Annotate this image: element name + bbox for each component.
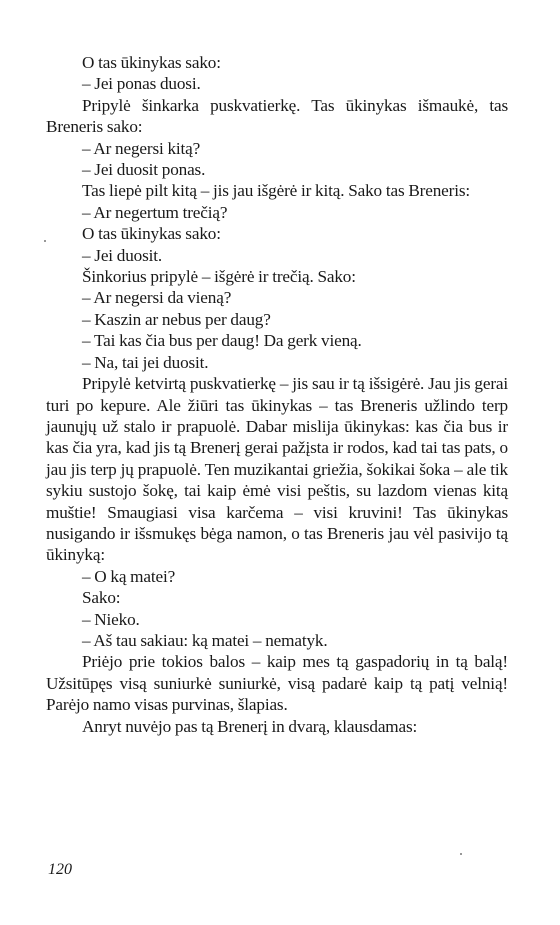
dialogue-line: – Kaszin ar nebus per daug? [82, 309, 271, 329]
dialogue-line: – Jei ponas duosi. [82, 74, 201, 94]
paragraph: Tas liepė pilt kitą – jis jau išgėrė ir kitą. Sako tas Breneris: [82, 181, 470, 201]
dialogue-line: – Jei duosit ponas. [82, 160, 206, 180]
dialogue-line: – O ką matei? [82, 566, 176, 586]
paragraph: O tas ūkinykas sako: [82, 53, 221, 72]
dialogue-line: – Ar negertum trečią? [82, 202, 228, 222]
paragraph: Sako: [82, 588, 121, 608]
paragraph: O tas ūkinykas sako: [82, 224, 221, 244]
dialogue-line: – Ar negersi da vieną? [82, 288, 232, 308]
paragraph: Pripylė šinkarka puskvatierkę. Tas ūkinykas išmaukė, tas Breneris sako: [46, 95, 508, 137]
paragraph: Šinkorius pripylė – išgėrė ir trečią. Sako: [82, 267, 356, 287]
dialogue-line: – Ar negersi kitą? [82, 138, 201, 158]
page-number: 120 [48, 861, 72, 878]
dialogue-line: – Aš tau sakiau: ką matei – nematyk. [82, 630, 328, 650]
page-text-body [46, 52, 508, 737]
scan-speck [460, 853, 462, 855]
dialogue-line: – Tai kas čia bus per daug! Da gerk vieną. [82, 331, 362, 351]
paragraph: Pripylė ketvirtą puskvatierkę – jis sau ir tą išsigėrė. Jau jis gerai turi po kepure. Ale žiūri tas ūkinykas – tas Breneris užlindo terp jaunųjų už stalo ir prapuolė. Dabar mislija ūkinykas: kas čia bus ir kas čia yra, kad jis tą Brenerį gerai pažįsta ir rodos, kad tai tas pats, o jau jis terp jų prapuolė. Ten muzikantai griežia, šokikai šoka – ale tik sykiu sustojo šokę, tai kaip ėmė visi peštis, su lazdom vienas kitą muštie! Smaugiasi visa karčema – visi kruvini! Tas ūkinykas nusigando ir išsmukęs bėga namon, o tas Breneris jau vėl pasivijo tą ūkinyką: [46, 374, 508, 565]
dialogue-line: – Na, tai jei duosit. [82, 352, 209, 372]
paragraph: Priėjo prie tokios balos – kaip mes tą gaspadorių in tą balą! Užsitūpęs visą suniurkė suniurkė, visą padarė kaip tą patį velnią! Parėjo namo visas purvinas, šlapias. [46, 652, 508, 715]
paragraph: Anryt nuvėjo pas tą Brenerį in dvarą, klausdamas: [82, 716, 418, 736]
scan-speck [44, 240, 46, 242]
dialogue-line: – Nieko. [82, 609, 140, 629]
dialogue-line: – Jei duosit. [82, 245, 163, 265]
